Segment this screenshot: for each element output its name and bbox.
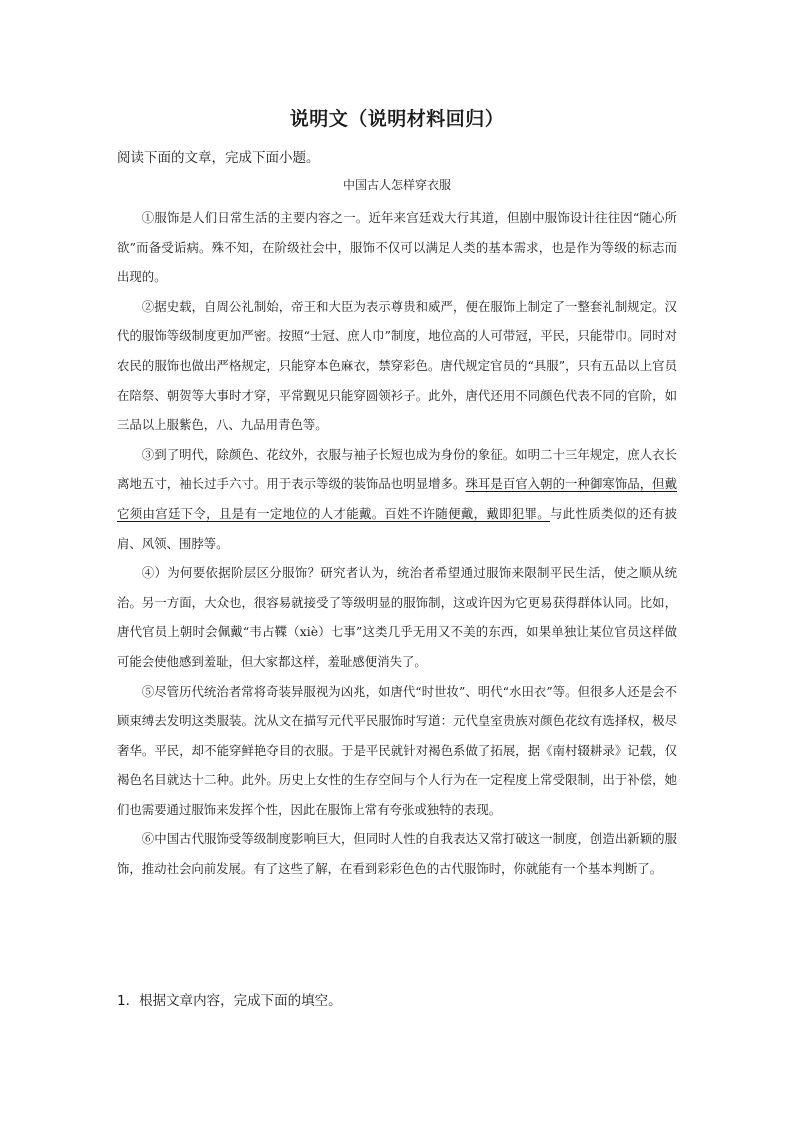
paragraph-3-text-before: ③到了明代，除颜色、花纹外，衣服与袖子长短也成为身份的象征。如明二十三年规定，庶人衣长离地五寸，袖长过手六寸。用于表示等级的装饰品也明显增多。 xyxy=(117,446,677,492)
paragraph-3 xyxy=(117,440,677,558)
paragraph-6: ⑥中国古代服饰受等级制度影响巨大，但同时人性的自我表达又常打破这一制度，创造出新颖的服饰，推动社会向前发展。有了这些了解，在看到彩彩色色的古代服饰时，你就能有一个基本判断了。 xyxy=(117,831,677,877)
paragraph-3-text-after: 与此性质类似的还有披肩、风领、围脖等。 xyxy=(117,505,678,551)
paragraph-5: ⑤尽管历代统治者常将奇装异服视为凶兆，如唐代“时世妆”、明代“水田衣”等。但很多人还是会不顾束缚去发明这类服装。沈从文在描写元代平民服饰时写道：元代皇室贵族对颜色花纹有选择权，极尽奢华。平民，却不能穿鲜艳夺目的衣服。于是平民就针对褐色系做了拓展，据《南村辍耕录》记载，仅褐色名目就达十二种。此外。历史上女性的生存空间与个人行为在一定程度上常受限制，出于补偿，她们也需要通过服饰来发挥个性，因此在服饰上常有夸张或独特的表现。 xyxy=(117,683,677,817)
question-1: 1．根据文章内容，完成下面的填空。 xyxy=(117,993,342,1009)
paragraph-1: ①服饰是人们日常生活的主要内容之一。近年来宫廷戏大行其道，但剧中服饰设计往往因“随心所欲”而备受诟病。殊不知，在阶级社会中，服饰不仅可以满足人类的基本需求，也是作为等级的标志而出现的。 xyxy=(117,210,677,285)
article-body xyxy=(117,203,677,884)
page-title: 说明文（说明材料回归） xyxy=(289,108,505,130)
paragraph-4: ④）为何要依据阶层区分服饰？研究者认为，统治者希望通过服饰来限制平民生活，使之顺从统治。另一方面，大众也，很容易就接受了等级明显的服饰制，这或许因为它更易获得群体认同。比如，唐代官员上朝时会佩戴“韦占鞢（xiè）七事”这类几乎无用又不美的东西，如果单独让某位官员这样做可能会使他感到羞耻，但大家都这样，羞耻感便消失了。 xyxy=(117,565,677,669)
paragraph-2: ②据史载，自周公礼制始，帝王和大臣为表示尊贵和威严，便在服饰上制定了一整套礼制规定。汉代的服饰等级制度更加严密。按照“士冠、庶人巾”制度，地位高的人可带冠，平民，只能带巾。同时对农民的服饰也做出严格规定，只能穿本色麻衣，禁穿彩色。唐代规定官员的“具服”，只有五品以上官员在陪祭、朝贺等大事时才穿，平常觐见只能穿圆领衫子。此外，唐代还用不同颜色代表不同的官阶，如三品以上服紫色，八、九品用青色等。 xyxy=(117,298,677,433)
paragraph-3-underlined-text: 珠耳是百官入朝的一种御寒饰品，但戴它须由宫廷下令，且是有一定地位的人才能戴。百姓不许随便戴，戴即犯罪。 xyxy=(117,476,678,521)
article-title: 中国古人怎样穿衣服 xyxy=(342,178,451,192)
reading-instruction: 阅读下面的文章，完成下面小题。 xyxy=(117,150,320,166)
